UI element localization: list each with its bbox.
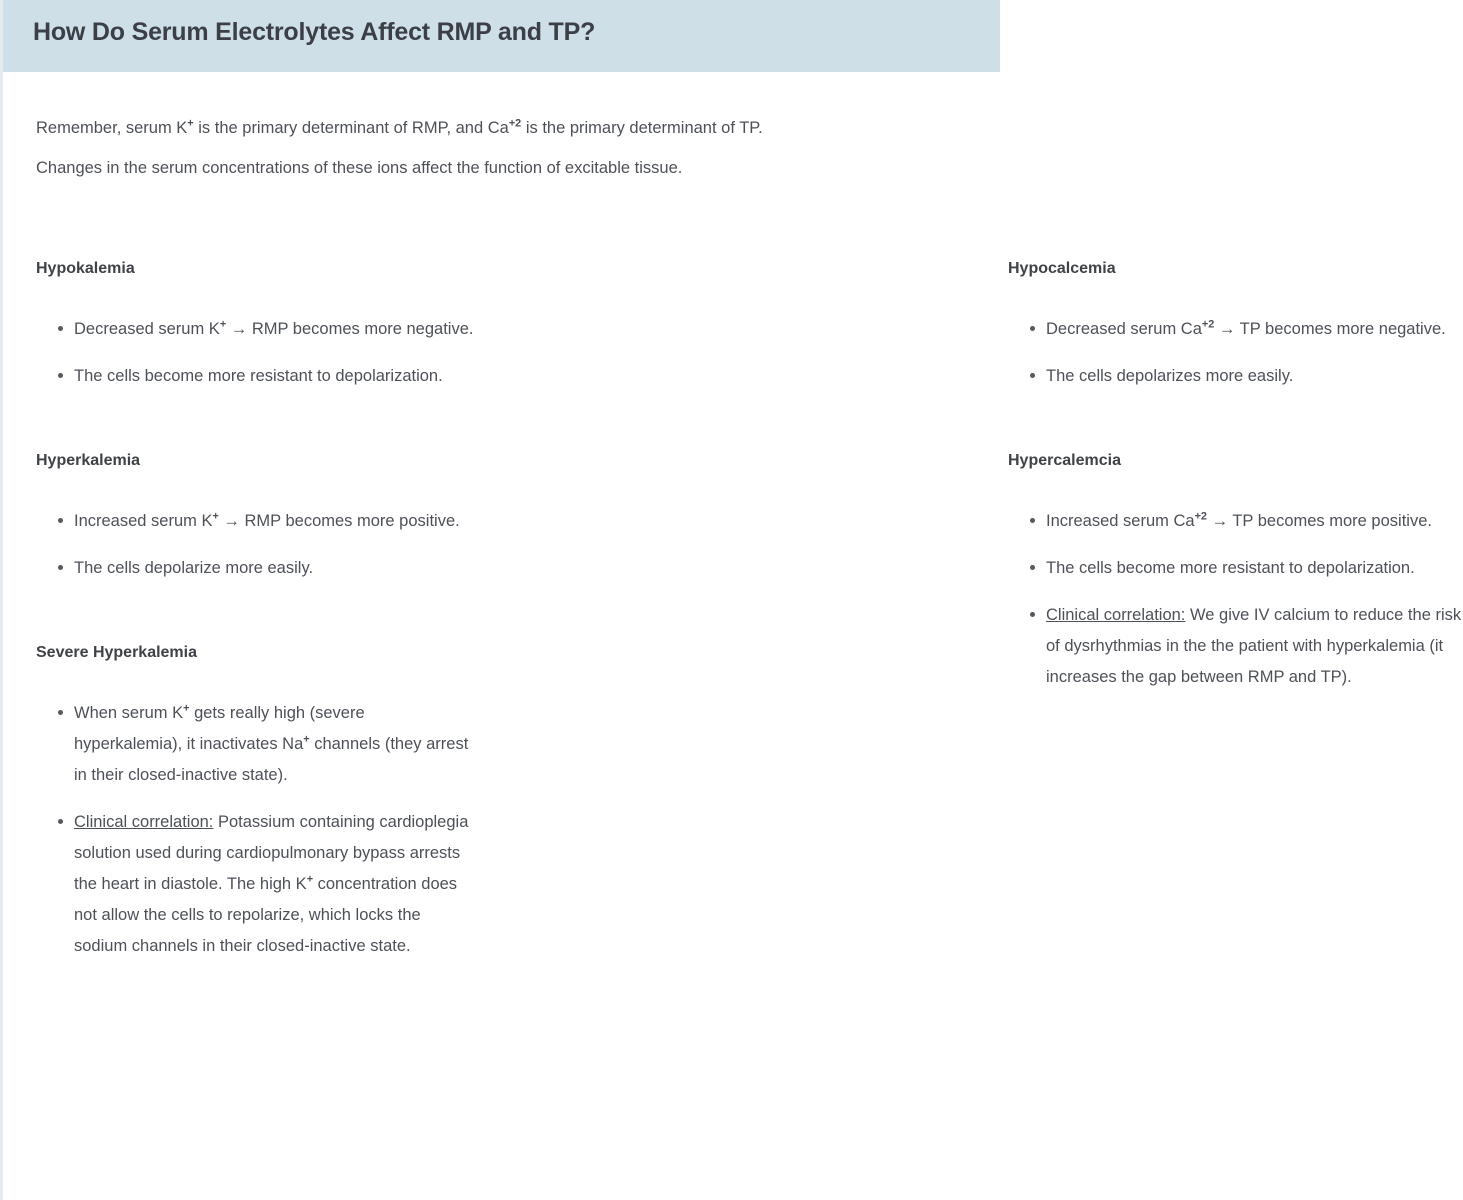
left-column <box>3 258 503 962</box>
intro-line-1 <box>36 108 956 148</box>
bullet-text: We give IV calcium to reduce the risk of dysrhythmias in the the patient with hyperkalemia (it increases the gap between RMP and TP). <box>1046 606 1462 686</box>
bullet-list-hypocalcemia <box>1008 314 1463 392</box>
bullet-text-a: Increased serum K <box>74 512 213 530</box>
bullet-dot-icon <box>58 518 63 523</box>
bullet-text-b: → RMP becomes more negative. <box>226 320 474 338</box>
bullet-text-c: channels (they arrest in their closed-inactive state). <box>74 735 469 784</box>
list-item-clinical-correlation <box>1008 600 1463 693</box>
list-item-clinical-correlation <box>36 807 476 962</box>
page-title: How Do Serum Electrolytes Affect RMP and TP? <box>33 18 596 46</box>
bullet-text-b: gets really high (severe hyperkalemia), it inactivates Na <box>74 704 365 753</box>
list-item <box>36 553 476 584</box>
bullet-dot-icon <box>1030 565 1035 570</box>
bullet-text-a: Potassium containing cardioplegia solution used during cardiopulmonary bypass arrests the heart in diastole. The high K <box>74 813 469 893</box>
bullet-text-b: → TP becomes more negative. <box>1214 320 1446 338</box>
superscript-k-plus: + <box>212 510 219 523</box>
bullet-dot-icon <box>1030 373 1035 378</box>
heading-hyperkalemia: Hyperkalemia <box>36 452 141 469</box>
bullet-list-hypokalemia <box>36 314 476 392</box>
bullet-text-a: Increased serum Ca <box>1046 512 1195 530</box>
heading-hypercalcemia: Hypercalemcia <box>1008 452 1121 469</box>
superscript-k-plus: + <box>219 318 227 331</box>
superscript-ca-plus2: +2 <box>1201 318 1215 331</box>
intro-paragraph <box>36 108 956 188</box>
heading-severe-hyperkalemia: Severe Hyperkalemia <box>36 644 197 661</box>
bullet-dot-icon <box>1030 326 1035 331</box>
bullet-text: The cells depolarize more easily. <box>74 559 314 577</box>
bullet-text-a: When serum K <box>74 704 184 722</box>
bullet-text-a: Decreased serum Ca <box>1046 320 1202 338</box>
intro-line-2: Changes in the serum concentrations of these ions affect the function of excitable tissue. <box>36 159 683 177</box>
right-column <box>503 258 1462 693</box>
bullet-text-b: → TP becomes more positive. <box>1206 512 1432 530</box>
superscript-ca-plus2: +2 <box>1194 510 1207 523</box>
bullet-dot-icon <box>58 565 63 570</box>
two-column-body <box>3 258 1462 962</box>
heading-hypokalemia: Hypokalemia <box>36 260 135 277</box>
intro-text-c: is the primary determinant of TP. <box>521 119 763 137</box>
list-item <box>1008 506 1463 537</box>
superscript-na-plus: + <box>303 733 310 746</box>
list-item <box>36 698 476 791</box>
bullet-text-b: → RMP becomes more positive. <box>218 512 460 530</box>
bullet-text: The cells depolarizes more easily. <box>1046 367 1294 385</box>
bullet-dot-icon <box>58 373 63 378</box>
list-item <box>1008 314 1463 345</box>
intro-text-b: is the primary determinant of RMP, and Ca <box>193 119 509 137</box>
list-item <box>1008 361 1463 392</box>
clinical-correlation-label: Clinical correlation: <box>1046 606 1186 624</box>
bullet-text-a: Decreased serum K <box>74 320 220 338</box>
bullet-dot-icon <box>58 326 63 331</box>
bullet-list-severe-hyperkalemia <box>36 698 476 962</box>
bullet-list-hyperkalemia <box>36 506 476 584</box>
bullet-dot-icon <box>1030 518 1035 523</box>
bullet-dot-icon <box>58 710 63 715</box>
bullet-text: The cells become more resistant to depolarization. <box>74 367 443 385</box>
list-item <box>36 314 476 345</box>
superscript-k-plus: + <box>306 873 314 886</box>
list-item <box>36 361 476 392</box>
bullet-dot-icon <box>1030 612 1035 617</box>
superscript-ca-plus2: +2 <box>508 117 522 130</box>
bullet-list-hypercalcemia <box>1008 506 1463 693</box>
bullet-dot-icon <box>58 819 63 824</box>
heading-hypocalcemia: Hypocalcemia <box>1008 260 1116 277</box>
list-item <box>1008 553 1463 584</box>
bullet-text-b: concentration does not allow the cells to repolarize, which locks the sodium channels in their closed-inactive state. <box>74 875 458 955</box>
list-item <box>36 506 476 537</box>
clinical-correlation-label: Clinical correlation: <box>74 813 214 831</box>
bullet-text: The cells become more resistant to depolarization. <box>1046 559 1415 577</box>
section-header-band <box>3 0 1000 72</box>
superscript-k-plus: + <box>187 117 194 130</box>
intro-text-a: Remember, serum K <box>36 119 188 137</box>
superscript-k-plus: + <box>183 702 190 715</box>
